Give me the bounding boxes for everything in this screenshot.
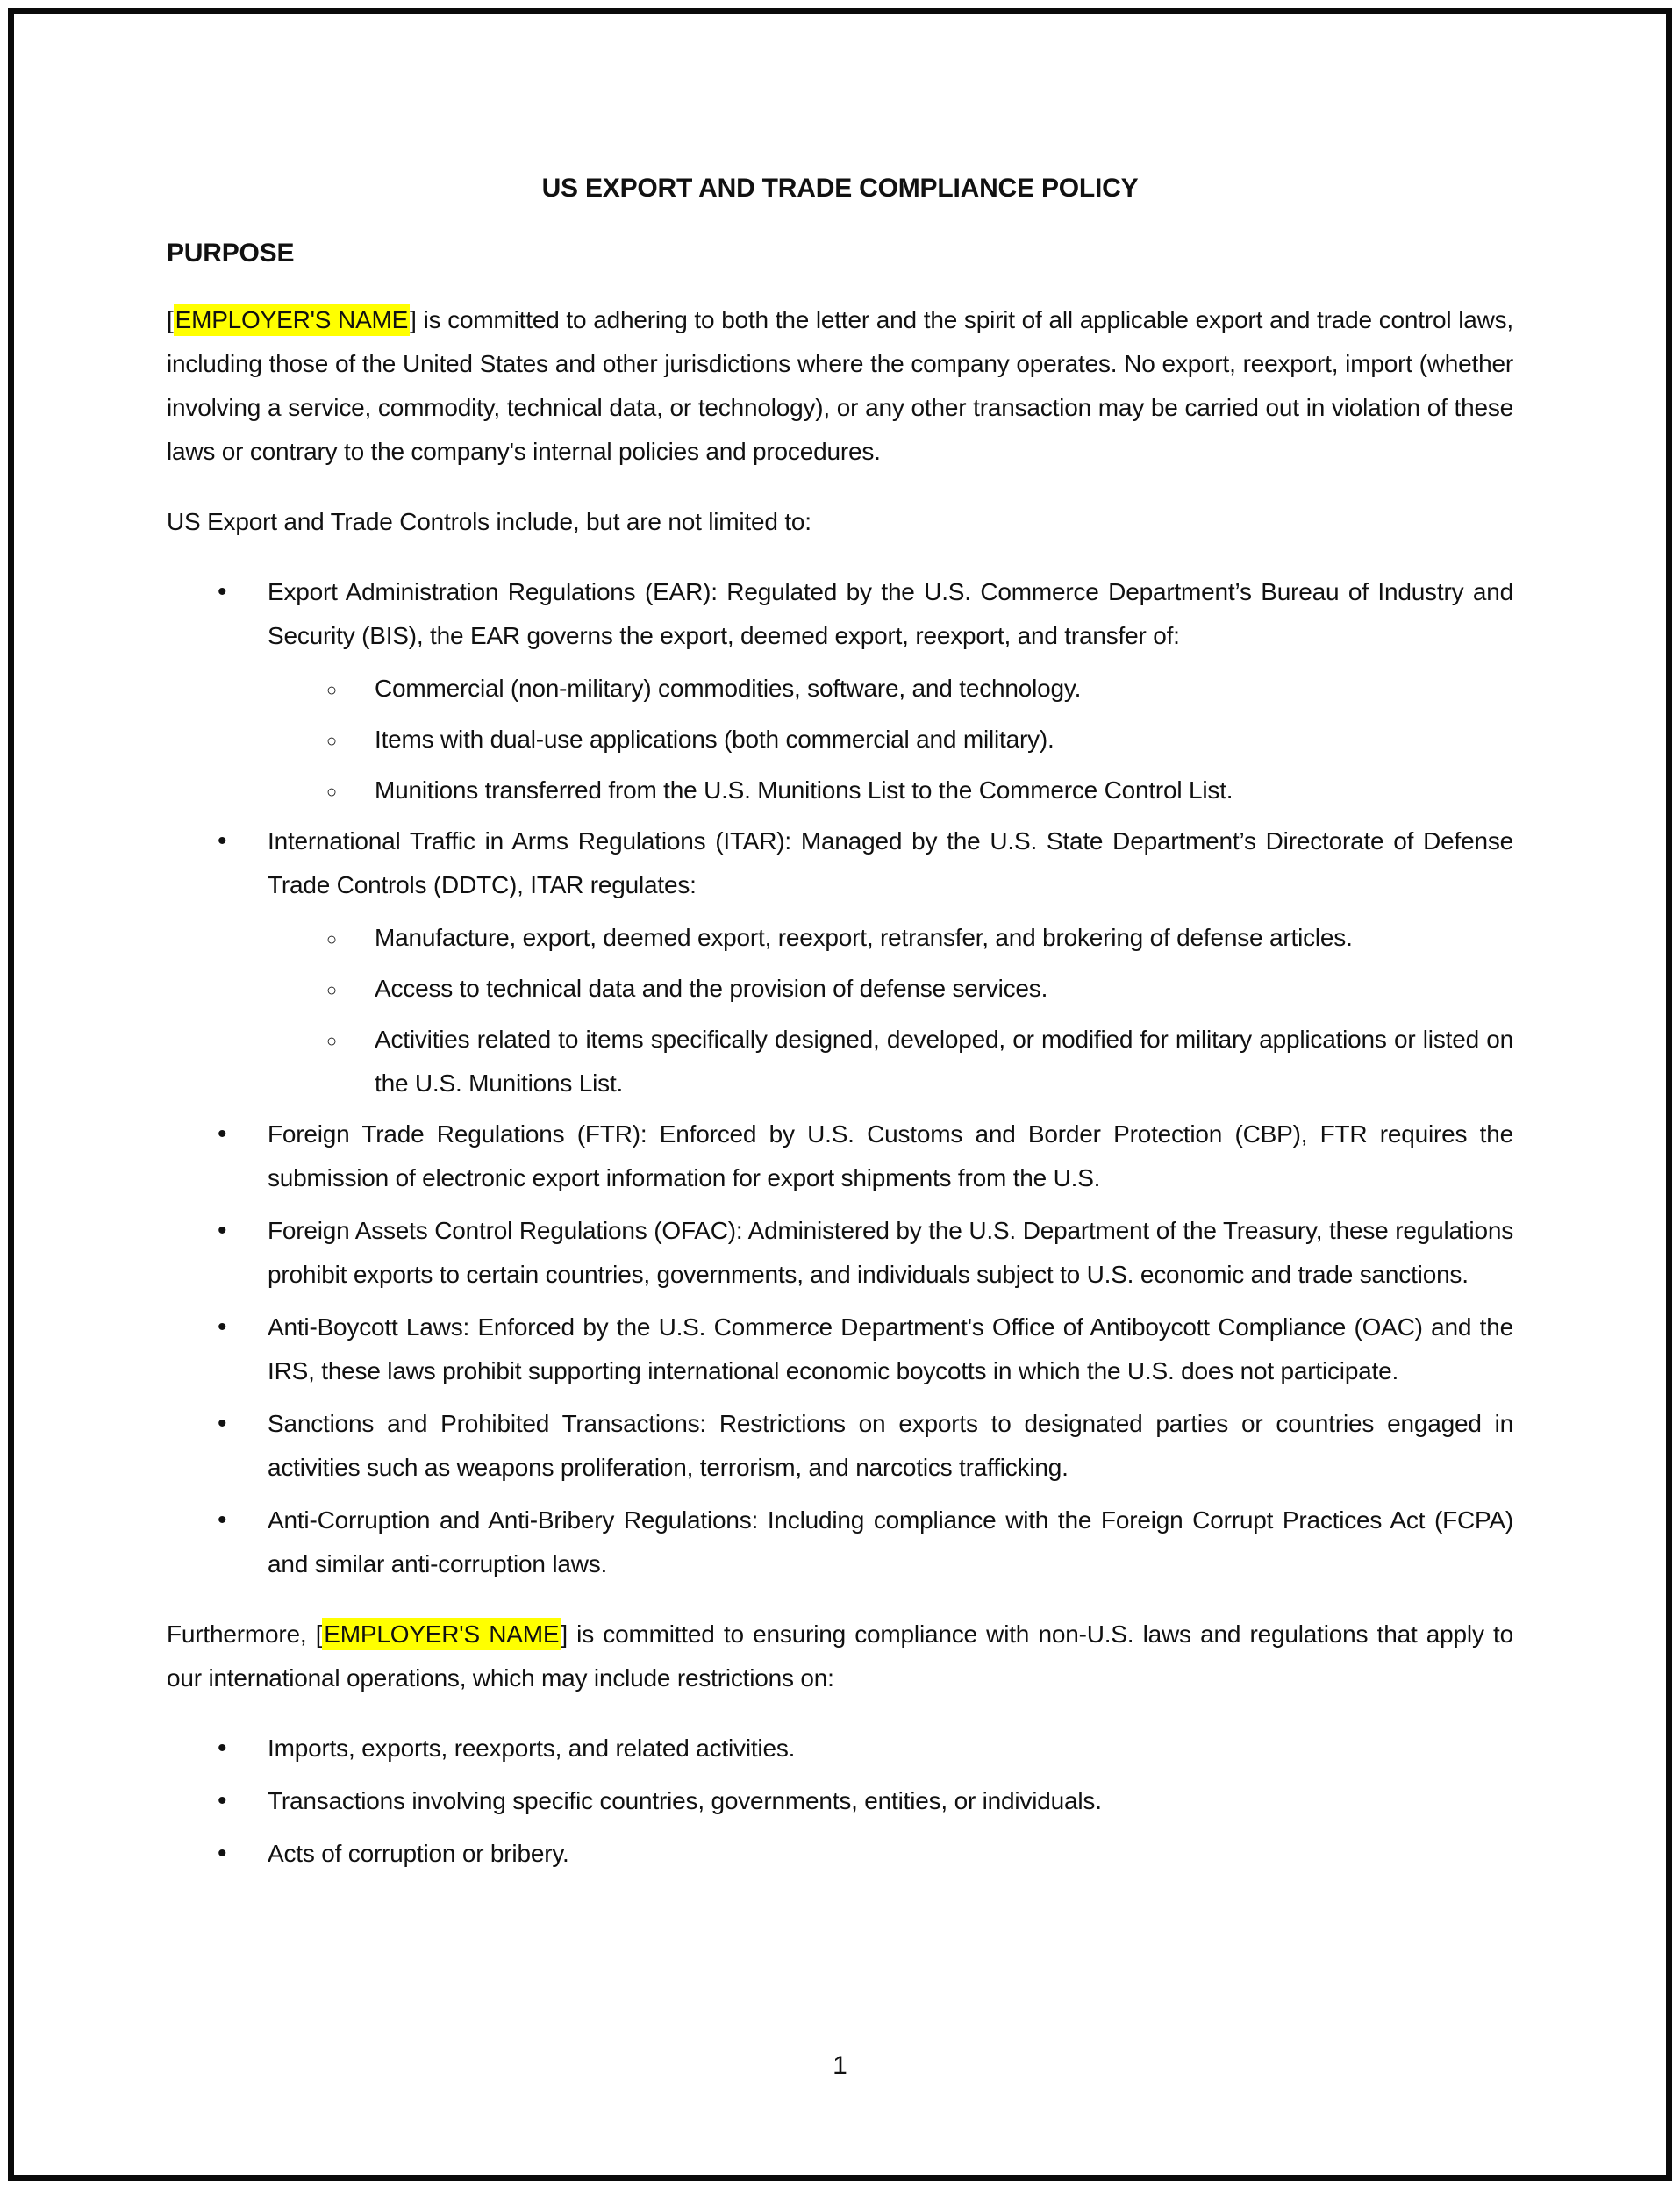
furthermore-paragraph <box>167 1613 1513 1700</box>
circle-bullet-icon: ○ <box>326 930 337 949</box>
list-item-text: Anti-Corruption and Anti-Bribery Regulations: Including compliance with the Foreign Corrupt Practices Act (FCPA) and similar anti-corruption laws. <box>268 1506 1513 1577</box>
sub-list-item-text: Items with dual-use applications (both commercial and military). <box>375 726 1054 753</box>
bullet-icon: • <box>218 577 227 606</box>
bullet-icon: • <box>218 1216 227 1245</box>
sub-list-item <box>167 718 1513 762</box>
list-item-anti-boycott <box>167 1306 1513 1393</box>
circle-bullet-icon: ○ <box>326 681 337 700</box>
bullet-icon: • <box>218 1839 227 1868</box>
list-item-itar <box>167 819 1513 907</box>
list-item-text: International Traffic in Arms Regulations (ITAR): Managed by the U.S. State Department’s Directorate of Defense Trade Controls (DDTC), ITAR regulates: <box>268 827 1513 898</box>
sub-list-item-text: Activities related to items specifically designed, developed, or modified for military applications or listed on the U.S. Munitions List. <box>375 1026 1513 1097</box>
intro-paragraph <box>167 298 1513 474</box>
list-item-anti-corruption <box>167 1499 1513 1586</box>
list-item <box>167 1727 1513 1771</box>
list-item-text: Foreign Assets Control Regulations (OFAC): Administered by the U.S. Department of the Treasury, these regulations prohibit exports to certain countries, governments, and individuals subject to U.S. economic and trade sanctions. <box>268 1217 1513 1288</box>
list-item-text: Acts of corruption or bribery. <box>268 1840 569 1867</box>
employer-name-placeholder: EMPLOYER'S NAME <box>322 1618 561 1650</box>
list-item-sanctions <box>167 1402 1513 1490</box>
document-title: US EXPORT AND TRADE COMPLIANCE POLICY <box>541 174 1139 203</box>
list-item <box>167 1779 1513 1823</box>
list-item-ftr <box>167 1112 1513 1200</box>
intro-post-text: ] is committed to adhering to both the letter and the spirit of all applicable export and trade control laws, including those of the United States and other jurisdictions where the company operates. No export, reexport, import (whether involving a service, commodity, technical data, or technology), or any other transaction may be carried out in violation of these laws or contrary to the company's internal policies and procedures. <box>167 306 1513 465</box>
sub-list-item <box>167 667 1513 711</box>
sub-list-item <box>167 769 1513 812</box>
list-item-text: Imports, exports, reexports, and related activities. <box>268 1735 796 1762</box>
bullet-icon: • <box>218 826 227 855</box>
sub-list-item <box>167 916 1513 960</box>
bullet-icon: • <box>218 1120 227 1148</box>
non-us-list <box>167 1727 1513 1876</box>
list-item-ofac <box>167 1209 1513 1297</box>
list-item-text: Sanctions and Prohibited Transactions: Restrictions on exports to designated parties or countries engaged in activities such as weapons proliferation, terrorism, and narcotics trafficking. <box>268 1410 1513 1481</box>
list-item-text: Anti-Boycott Laws: Enforced by the U.S. Commerce Department's Office of Antiboycott Compliance (OAC) and the IRS, these laws prohibit supporting international economic boycotts in which the U.S. does not participate. <box>268 1313 1513 1384</box>
page-number: 1 <box>833 2051 847 2080</box>
furthermore-post-text: ] is committed to ensuring compliance with non-U.S. laws and regulations that apply to our international operations, which may include restrictions on: <box>167 1620 1513 1692</box>
list-item-ear <box>167 570 1513 658</box>
sub-list-item-text: Access to technical data and the provision of defense services. <box>375 975 1048 1002</box>
section-heading-purpose: PURPOSE <box>167 239 295 268</box>
bullet-icon: • <box>218 1506 227 1534</box>
list-item-text: Foreign Trade Regulations (FTR): Enforced by U.S. Customs and Border Protection (CBP), FTR requires the submission of electronic export information for export shipments from the U.S. <box>268 1120 1513 1191</box>
circle-bullet-icon: ○ <box>326 783 337 802</box>
circle-bullet-icon: ○ <box>326 1032 337 1051</box>
furthermore-pre-text: Furthermore, [ <box>167 1620 323 1648</box>
bullet-icon: • <box>218 1734 227 1763</box>
sub-list-item-text: Commercial (non-military) commodities, software, and technology. <box>375 675 1082 702</box>
list-item <box>167 1832 1513 1876</box>
sub-list-item <box>167 1018 1513 1105</box>
list-item-text: Transactions involving specific countries, governments, entities, or individuals. <box>268 1787 1102 1814</box>
sub-list-item-text: Munitions transferred from the U.S. Munitions List to the Commerce Control List. <box>375 776 1233 804</box>
bullet-icon: • <box>218 1313 227 1341</box>
controls-lead: US Export and Trade Controls include, but are not limited to: <box>167 508 811 535</box>
list-item-text: Export Administration Regulations (EAR): Regulated by the U.S. Commerce Department’s Bureau of Industry and Security (BIS), the EAR governs the export, deemed export, reexport, and transfer of: <box>268 578 1513 649</box>
intro-pre-text: [ <box>167 306 174 333</box>
sub-list-item <box>167 967 1513 1011</box>
circle-bullet-icon: ○ <box>326 732 337 751</box>
employer-name-placeholder: EMPLOYER'S NAME <box>174 304 411 336</box>
controls-list <box>167 570 1513 1586</box>
circle-bullet-icon: ○ <box>326 981 337 1000</box>
page-content <box>167 167 1513 1902</box>
bullet-icon: • <box>218 1409 227 1438</box>
bullet-icon: • <box>218 1786 227 1815</box>
sub-list-item-text: Manufacture, export, deemed export, reexport, retransfer, and brokering of defense articles. <box>375 924 1353 951</box>
